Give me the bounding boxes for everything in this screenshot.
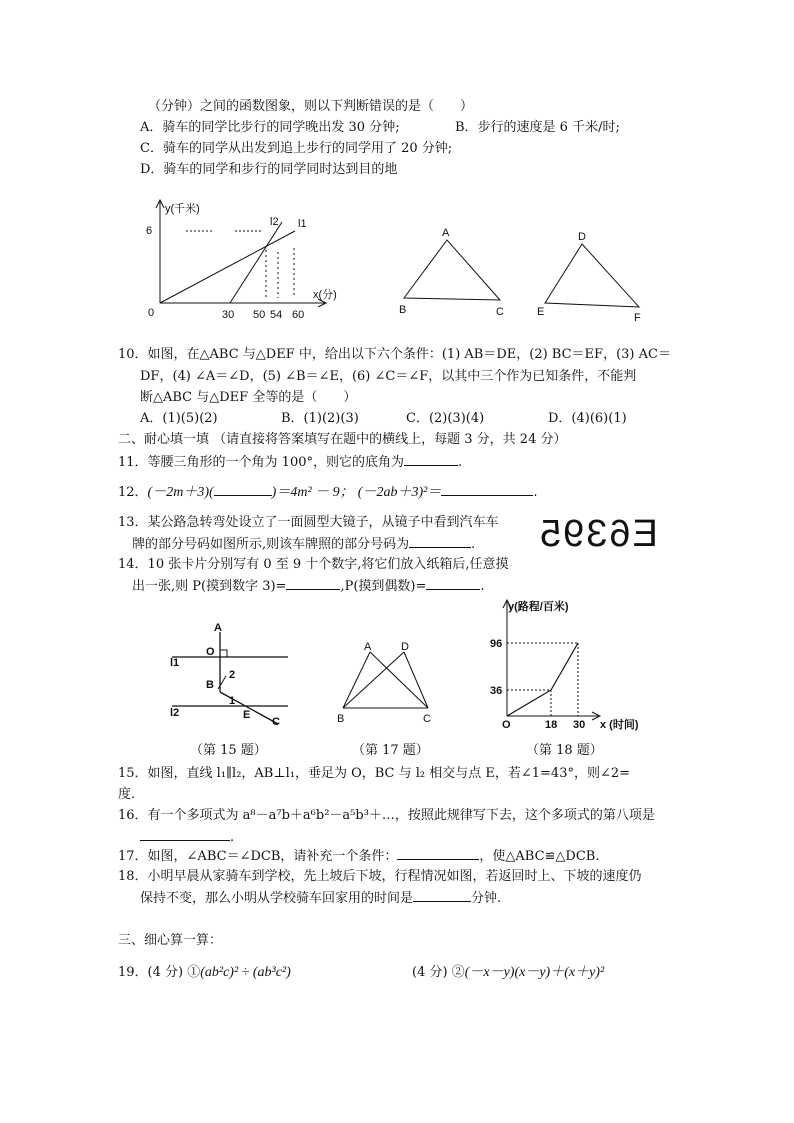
q16-line1: 16．有一个多项式为 a⁸－a⁷b＋a⁶b²－a⁵b³＋…，按照此规律写下去，这个多项式的第八项是 [118,808,655,823]
section2-heading: 二、耐心填一填 （请直接将答案填写在题中的横线上，每题 3 分，共 24 分） [118,432,567,447]
q9-graph-x30: 30 [222,309,235,321]
q9-graph-xlabel: x(分) [313,289,337,301]
q19-part2 [412,964,604,982]
fig17-a: A [364,641,372,653]
fig18-origin: O [502,719,511,731]
q13-end: . [471,537,476,552]
tri-label-a: A [442,227,450,239]
q17-a: 17．如图，∠ABC＝∠DCB，请补充一个条件： [118,849,398,864]
q18-line2 [140,889,501,908]
q14-end: . [480,579,485,594]
fig17-c: C [423,713,431,725]
q10-line1: 10．如图，在△ABC 与△DEF 中，给出以下六个条件：(1) AB＝DE，(2) BC＝EF，(3) AC＝ [118,347,671,362]
caption-17: （第 17 题） [352,743,429,758]
q19-num: 19．(4 分) ① [118,965,201,980]
q12-end: . [533,485,538,500]
q13-line1: 13．某公路急转弯处设立了一面圆型大镜子，从镜子中看到汽车车 [118,515,499,530]
q10-option-a: A．(1)(5)(2) [140,411,218,426]
fig15-e: E [243,709,251,721]
caption-18: （第 18 题） [526,743,603,758]
q16-answer-blank[interactable] [140,828,230,841]
q12: 12．(－2m＋3)( )＝4m² － 9； (－2ab＋3)²＝ . [118,485,538,500]
q17-b: ，使△ABC≌△DCB. [479,849,600,864]
fig15-l1: l1 [170,657,180,669]
fig18-x30: 30 [573,719,586,731]
q9-graph-x54: 54 [270,309,283,321]
q16-line2 [140,828,234,847]
tri-label-d: D [578,231,586,243]
q14-line1: 14．10 张卡片分别写有 0 至 9 十个数字,将它们放入纸箱后,任意摸 [118,557,509,572]
fig18-ylabel: y(路程/百米) [508,601,569,613]
q18-line1: 18．小明早晨从家骑车到学校，先上坡后下坡，行程情况如图，若返回时上、下坡的速度仍 [118,869,642,884]
q9-graph-x50: 50 [253,309,266,321]
fig15-l2: l2 [170,707,180,719]
q19-part1 [118,964,291,982]
q12-part2: ＝4m² － 9； [276,485,354,500]
q14-line2a: 出一张,则 P(摸到数字 3)= [132,579,287,594]
q15-line1: 15．如图，直线 l₁∥l₂，AB⊥l₁，垂足为 O，BC 与 l₂ 相交与点 E，若∠1=43°，则∠2= [118,766,631,781]
q11-text: 11．等腰三角形的一个角为 100°，则它的底角为 [118,455,404,470]
q11-end: . [458,455,463,470]
fig17-b: B [337,713,345,725]
section3-heading: 三、细心算一算： [118,933,223,948]
fig18-y36: 36 [490,685,503,697]
q9-option-c: C．骑车的同学从出发到追上步行的同学用了 20 分钟; [140,141,453,156]
fig15-c: C [272,716,280,728]
fig15-a: A [214,622,222,634]
mirrored-license-plate: E6395 [538,513,658,555]
q14-line2b: ,P(摸到偶数)= [340,579,427,594]
q19-mid: (4 分) ② [412,965,465,980]
q19-expr1: (ab²c)² ÷ (ab³c²) [200,965,291,980]
fig15-b: B [206,679,214,691]
caption-15: （第 15 题） [190,743,267,758]
q10-option-c: C．(2)(3)(4) [406,411,485,426]
fig15-2: 2 [229,669,236,681]
tri-label-f: F [634,312,641,324]
q9-option-d: D．骑车的同学和步行的同学同时达到目的地 [140,162,398,177]
q17-answer-blank[interactable] [397,847,479,860]
q9-option-b: B．步行的速度是 6 千米/时; [455,120,620,135]
q19-expr2: (－x－y)(x－y)＋(x＋y)² [464,965,605,980]
q18-line2a: 保持不变，那么小明从学校骑车回家用的时间是 [140,891,414,906]
q9-graph-l1: l1 [298,218,307,230]
q10-option-d: D．(4)(6)(1) [548,411,627,426]
q17 [118,847,599,866]
q12-part3: (－2ab＋3)²＝ [357,485,442,500]
q9-stem: （分钟）之间的函数图象，则以下判断错误的是（ ） [148,99,474,114]
fig18-xlabel: x (时间) [600,719,639,731]
tri-label-e: E [537,306,545,318]
q10-option-b: B．(1)(2)(3) [281,411,359,426]
q18-line2b: 分钟. [471,891,502,906]
q9-graph-x60: 60 [292,309,305,321]
fig18-x18: 18 [545,719,558,731]
tri-label-b: B [399,304,407,316]
fig15-o: O [206,646,215,658]
q9-option-a: A．骑车的同学比步行的同学晚出发 30 分钟; [140,120,400,135]
fig15-1: 1 [229,695,236,707]
q13-line2-text: 牌的部分号码如图所示,则该车牌照的部分号码为 [132,537,410,552]
q12-part1: (－2m＋3) [147,485,209,500]
q9-graph-ylabel: y(千米) [165,203,200,215]
q9-graph-y6: 6 [146,225,153,237]
q10-line3: 断△ABC 与△DEF 全等的是（ ） [140,390,357,405]
q12-num: 12． [118,485,148,500]
q18-answer-blank[interactable] [413,889,471,902]
q10-line2: DF，(4) ∠A＝∠D，(5) ∠B＝∠E，(6) ∠C＝∠F，以其中三个作为已知条件，不能判 [140,369,637,384]
q16-end: . [230,830,235,845]
q15-line2: 度. [118,787,136,802]
fig18-y96: 96 [490,638,503,650]
tri-label-c: C [496,306,504,318]
q9-graph-origin: 0 [148,307,155,319]
q9-graph-l2: l2 [270,216,279,228]
fig17-d: D [401,641,409,653]
